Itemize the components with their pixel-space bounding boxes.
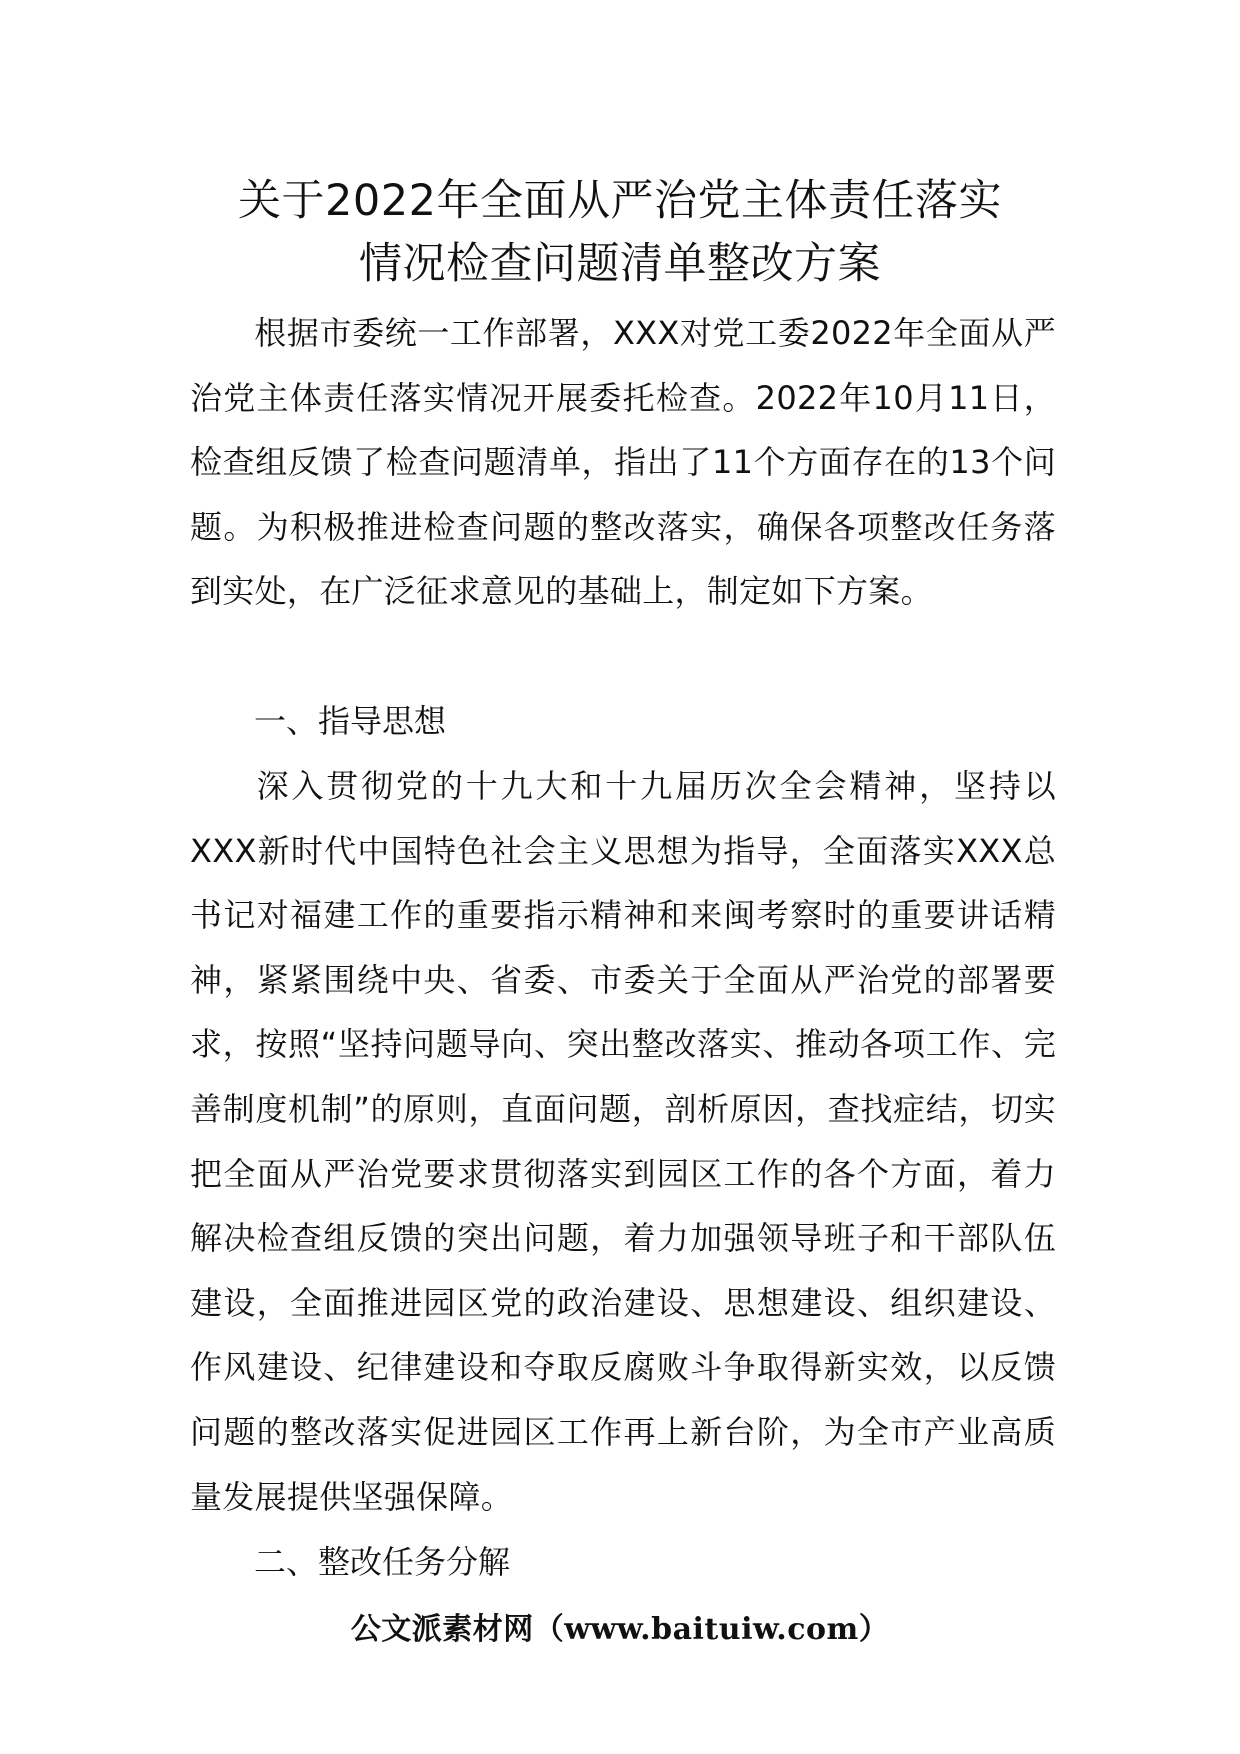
intro-paragraph — [190, 301, 1056, 624]
section-heading-guiding-thought: 一、指导思想 — [254, 702, 447, 740]
guiding-thought-paragraph-text: 深入贯彻党的十九大和十九届历次全会精神，坚持以XXX新时代中国特色社会主义思想为指导，全面落实XXX总书记对福建工作的重要指示精神和来闽考察时的重要讲话精神，紧紧围绕中央、省委、市委关于全面从严治党的部署要求，按照“坚持问题导向、突出整改落实、推动各项工作、完善制度机制”的原则，直面问题，剖析原因，查找症结，切实把全面从严治党要求贯彻落实到园区工作的各个方面，着力解决检查组反馈的突出问题，着力加强领导班子和干部队伍建设，全面推进园区党的政治建设、思想建设、组织建设、作风建设、纪律建设和夺取反腐败斗争取得新实效，以反馈问题的整改落实促进园区工作再上新台阶，为全市产业高质量发展提供坚强保障。 — [190, 767, 1056, 1516]
footer-watermark: 公文派素材网（www.baituiw.com） — [350, 1612, 890, 1647]
section-heading-task-breakdown: 二、整改任务分解 — [254, 1543, 511, 1581]
document-title-line-2: 情况检查问题清单整改方案 — [359, 239, 881, 289]
guiding-thought-paragraph — [190, 754, 1056, 1529]
intro-paragraph-text: 根据市委统一工作部署，XXX对党工委2022年全面从严治党主体责任落实情况开展委托检查。2022年10月11日，检查组反馈了检查问题清单，指出了11个方面存在的13个问题。为积极推进检查问题的整改落实，确保各项整改任务落到实处，在广泛征求意见的基础上，制定如下方案。 — [190, 314, 1056, 611]
document-title-line-1: 关于2022年全面从严治党主体责任落实 — [238, 176, 1002, 226]
